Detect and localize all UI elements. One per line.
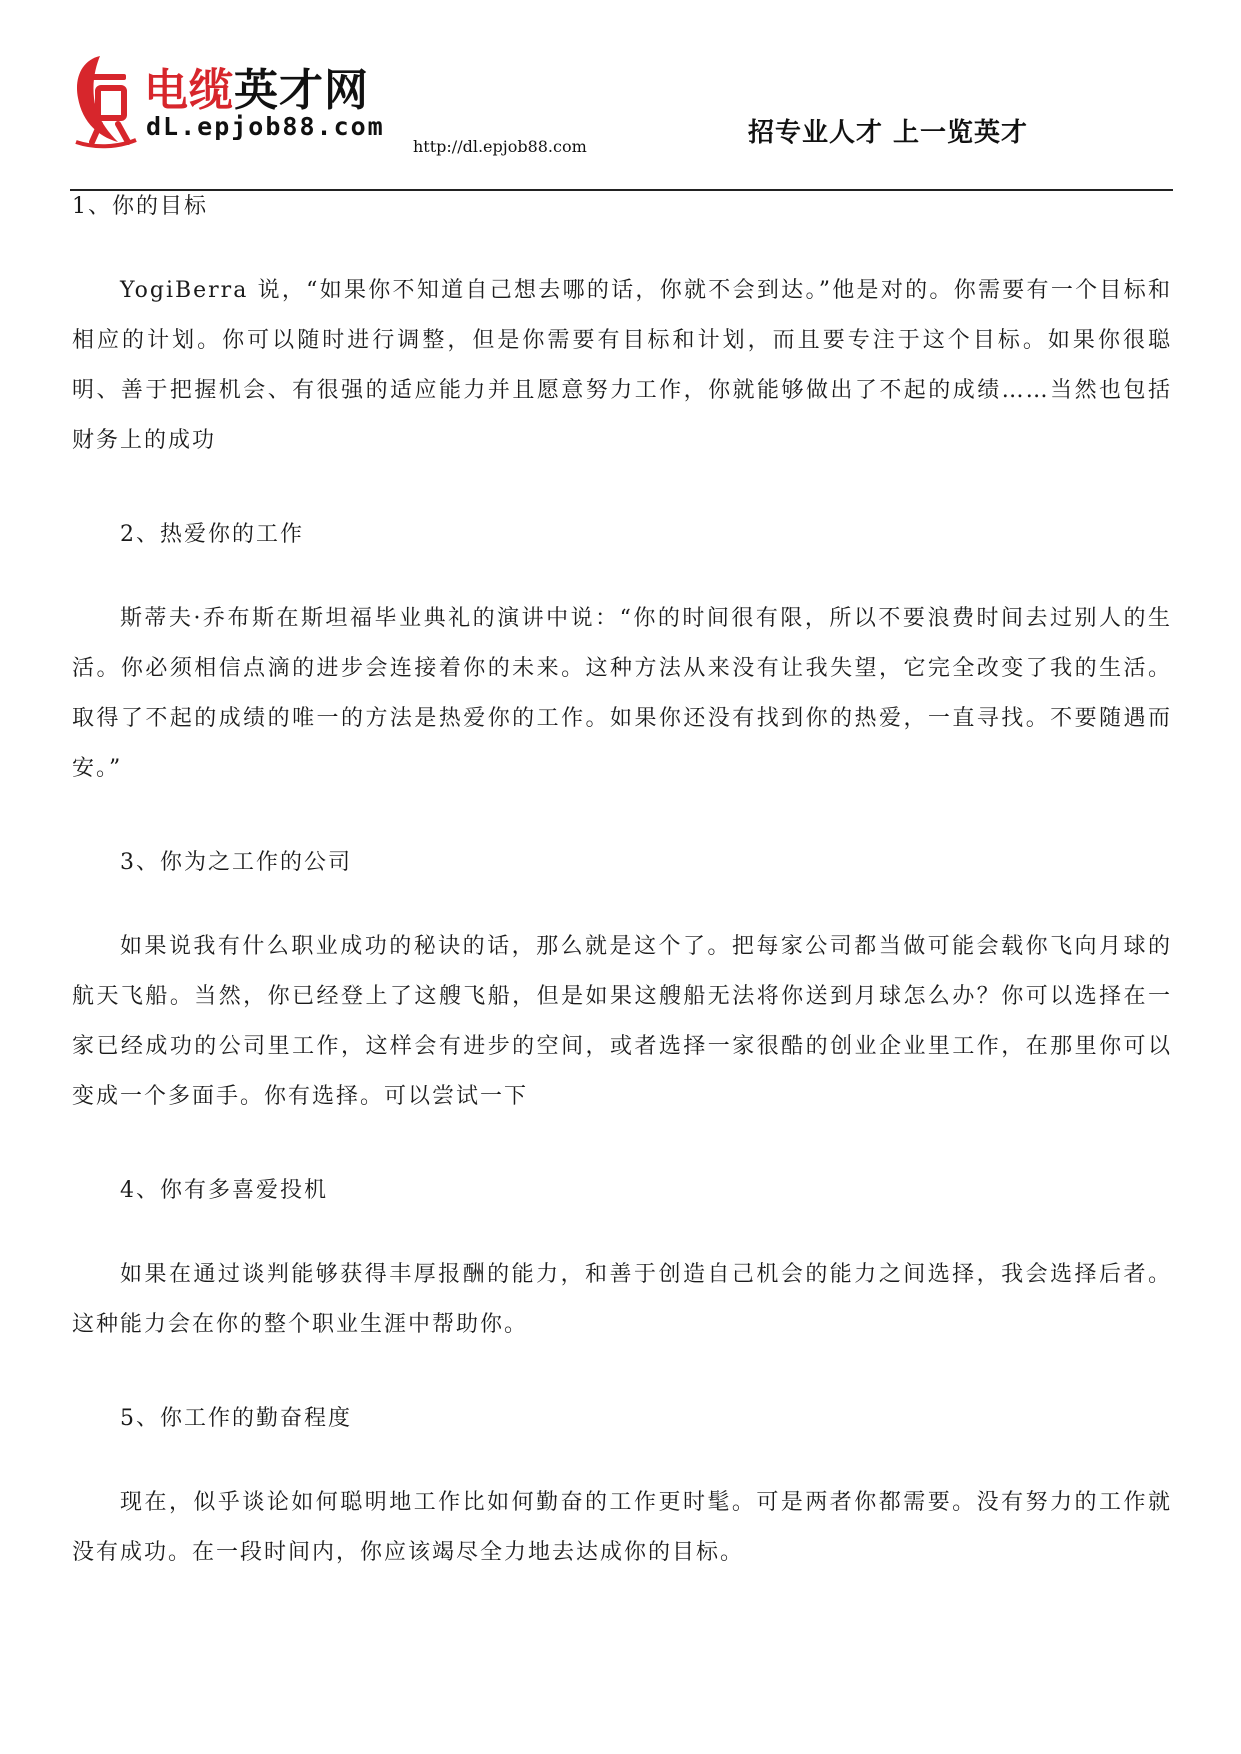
spacer xyxy=(72,794,1172,846)
header-url-link[interactable]: http://dl.epjob88.com xyxy=(413,137,587,156)
section-paragraph: 现在，似乎谈论如何聪明地工作比如何勤奋的工作更时髦。可是两者你都需要。没有努力的工作就没有成功。在一段时间内，你应该竭尽全力地去达成你的目标。 xyxy=(72,1490,1172,1565)
spacer xyxy=(72,1122,1172,1174)
logo-title xyxy=(144,54,369,118)
section-4 xyxy=(72,1174,1172,1350)
section-5 xyxy=(72,1402,1172,1578)
logo-title-red: 电缆 xyxy=(144,65,234,116)
section-paragraph: 斯蒂夫·乔布斯在斯坦福毕业典礼的演讲中说：“你的时间很有限，所以不要浪费时间去过别人的生活。你必须相信点滴的进步会连接着你的未来。这种方法从来没有让我失望，它完全改变了我的生活。取得了不起的成绩的唯一的方法是热爱你的工作。如果你还没有找到你的热爱，一直寻找。不要随遇而安。” xyxy=(72,606,1172,781)
section-heading: 4、你有多喜爱投机 xyxy=(120,1178,328,1203)
section-paragraph: 如果在通过谈判能够获得丰厚报酬的能力，和善于创造自己机会的能力之间选择，我会选择后者。这种能力会在你的整个职业生涯中帮助你。 xyxy=(72,1262,1172,1337)
section-paragraph: YogiBerra 说，“如果你不知道自己想去哪的话，你就不会到达。”他是对的。你需要有一个目标和相应的计划。你可以随时进行调整，但是你需要有目标和计划，而且要专注于这个目标。如果你很聪明、善于把握机会、有很强的适应能力并且愿意努力工作，你就能够做出了不起的成绩……当然也包括财务上的成功 xyxy=(72,278,1172,453)
section-paragraph: 如果说我有什么职业成功的秘诀的话，那么就是这个了。把每家公司都当做可能会载你飞向月球的航天飞船。当然，你已经登上了这艘飞船，但是如果这艘船无法将你送到月球怎么办？你可以选择在一家已经成功的公司里工作，这样会有进步的空间，或者选择一家很酷的创业企业里工作，在那里你可以变成一个多面手。你有选择。可以尝试一下 xyxy=(72,934,1172,1109)
section-heading: 1、你的目标 xyxy=(72,194,208,219)
logo-domain: dL.epjob88.com xyxy=(146,112,385,141)
spacer xyxy=(72,552,1172,594)
page-header xyxy=(0,0,1241,195)
logo-mark-icon xyxy=(70,50,140,150)
logo-title-black: 英才网 xyxy=(234,65,369,116)
section-heading: 5、你工作的勤奋程度 xyxy=(120,1406,352,1431)
site-logo[interactable] xyxy=(70,50,390,150)
article-body xyxy=(72,190,1172,1578)
section-3 xyxy=(72,846,1172,1122)
section-1 xyxy=(72,190,1172,466)
spacer xyxy=(72,880,1172,922)
spacer xyxy=(72,224,1172,266)
section-heading: 3、你为之工作的公司 xyxy=(120,850,352,875)
spacer xyxy=(72,1208,1172,1250)
spacer xyxy=(72,466,1172,518)
spacer xyxy=(72,1436,1172,1478)
section-2 xyxy=(72,518,1172,794)
section-heading: 2、热爱你的工作 xyxy=(120,522,304,547)
spacer xyxy=(72,1350,1172,1402)
header-slogan: 招专业人才 上一览英才 xyxy=(748,118,1029,148)
